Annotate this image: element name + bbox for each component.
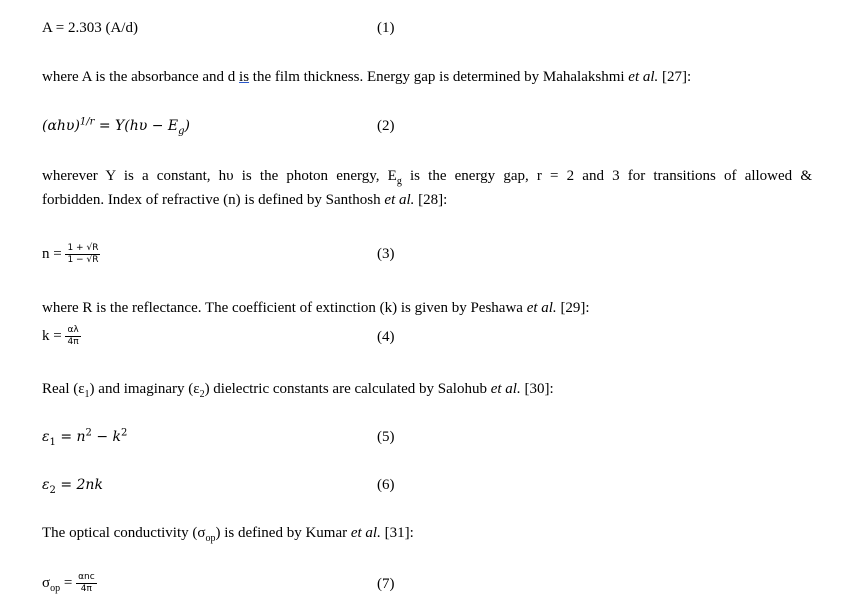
eq7-subscript: op	[50, 583, 61, 594]
eq4-fraction	[65, 325, 80, 348]
p4-ref: [30]:	[520, 381, 554, 397]
p4-text-start: Real (ε	[42, 381, 85, 397]
p5-text-start: The optical conductivity (σ	[42, 525, 206, 541]
eq3-denominator: 1 − √R	[67, 255, 99, 266]
eq6-subscript: 2	[49, 484, 56, 496]
equation-2-number: (2)	[377, 118, 395, 134]
p1-etal: et al.	[628, 69, 659, 85]
eq4-numerator: αλ	[67, 325, 79, 336]
p2-line1-start: wherever Y is a constant, hυ is the photon energy, E	[42, 168, 397, 184]
p2-line2-start: forbidden. Index of refractive (n) is defined by Santhosh	[42, 192, 385, 208]
eq3-fraction	[65, 243, 100, 266]
eq2-lhs: (αhυ)	[42, 118, 80, 134]
equation-5	[42, 428, 127, 446]
equation-1-number: (1)	[377, 20, 395, 36]
p3-ref: [29]:	[556, 300, 590, 316]
p5-text-end: ) is defined by Kumar	[215, 525, 351, 541]
equation-6-number: (6)	[377, 477, 395, 493]
p3-etal: et al.	[526, 300, 557, 316]
paragraph-optical-conductivity	[42, 524, 414, 542]
eq2-exponent: 1/r	[79, 116, 95, 128]
eq3-lhs: n =	[42, 246, 62, 262]
equation-6	[42, 476, 103, 494]
eq2-subscript: g	[178, 125, 185, 137]
paragraph-energy-gap-line1	[42, 167, 812, 185]
p1-text-start: where A is the absorbance and d	[42, 69, 240, 85]
p2-etal: et al.	[384, 192, 415, 208]
eq5-sup-2: 2	[121, 427, 128, 439]
eq2-rhs: = Y(hυ − E	[94, 118, 179, 134]
paragraph-dielectric	[42, 380, 554, 398]
eq5-mid: = n	[55, 429, 86, 445]
p5-sub-op: op	[205, 533, 216, 544]
equation-4-number: (4)	[377, 329, 395, 345]
eq7-sigma: σ	[42, 575, 51, 591]
eq7-equals: =	[60, 575, 73, 591]
equation-3-number: (3)	[377, 246, 395, 262]
eq5-sup-1: 2	[85, 427, 92, 439]
p4-sub-2: 2	[199, 389, 205, 400]
equation-1: A = 2.303 (A/d)	[42, 20, 138, 36]
equation-2	[42, 117, 190, 135]
p1-text-mid: the film thickness. Energy gap is determined by Mahalakshmi	[249, 69, 629, 85]
equation-4	[42, 322, 81, 350]
p4-sub-1: 1	[84, 389, 90, 400]
p4-etal: et al.	[490, 381, 521, 397]
p4-text-end: ) dielectric constants are calculated by Salohub	[204, 381, 491, 397]
eq7-numerator: αnc	[78, 572, 95, 583]
eq4-lhs: k =	[42, 328, 62, 344]
eq5-epsilon: ε	[42, 429, 50, 445]
p2-line1-end: is the energy gap, r = 2 and 3 for transitions of allowed &	[401, 168, 812, 184]
p2-subscript-g: g	[396, 176, 402, 187]
p1-ref: [27]:	[658, 69, 692, 85]
eq5-subscript: 1	[49, 436, 56, 448]
eq6-epsilon: ε	[42, 477, 50, 493]
paragraph-energy-gap-line2	[42, 191, 447, 209]
spellcheck-word: is	[239, 69, 250, 85]
eq3-numerator: 1 + √R	[67, 243, 99, 254]
equation-3	[42, 240, 100, 268]
p2-ref: [28]:	[414, 192, 448, 208]
equation-7-number: (7)	[377, 576, 395, 592]
equation-7	[42, 569, 97, 597]
p5-ref: [31]:	[380, 525, 414, 541]
paragraph-reflectance	[42, 299, 590, 317]
p3-text: where R is the reflectance. The coefficient of extinction (k) is given by Peshawa	[42, 300, 527, 316]
equation-5-number: (5)	[377, 429, 395, 445]
p5-etal: et al.	[350, 525, 381, 541]
eq7-denominator: 4π	[80, 584, 92, 595]
eq7-fraction	[76, 572, 97, 595]
eq2-close: )	[184, 118, 191, 134]
p4-text-mid: ) and imaginary (ε	[89, 381, 200, 397]
eq4-denominator: 4π	[67, 337, 79, 348]
eq6-rhs: = 2nk	[55, 477, 103, 493]
eq5-mid2: − k	[91, 429, 122, 445]
paragraph-absorbance	[42, 68, 691, 86]
